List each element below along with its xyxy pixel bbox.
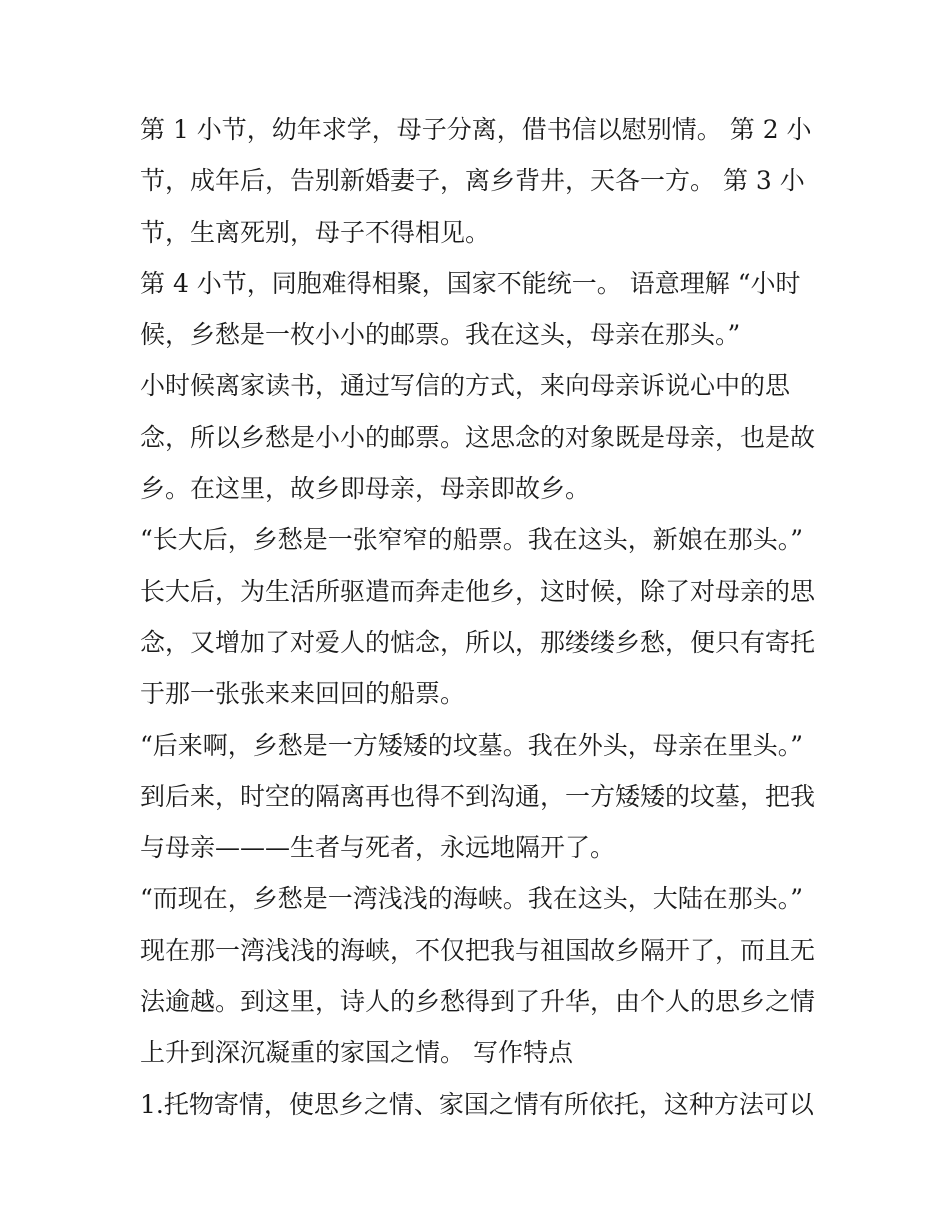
text-line: 上升到深沉凝重的家国之情。 写作特点 — [140, 1038, 573, 1068]
text-line: 与母亲———生者与死者，永远地隔开了。 — [140, 833, 616, 863]
text-line: 现在那一湾浅浅的海峡，不仅把我与祖国故乡隔开了，而且无 — [140, 935, 816, 965]
text-line: 第 4 小节，同胞难得相聚，国家不能统一。 语意理解 “小时 — [140, 268, 801, 298]
text-line: 第 1 小节，幼年求学，母子分离，借书信以慰别情。 第 2 小 — [140, 115, 812, 144]
text-line: “长大后，乡愁是一张窄窄的船票。我在这头，新娘在那头。” — [140, 525, 804, 555]
text-line: “而现在，乡愁是一湾浅浅的海峡。我在这头，大陆在那头。” — [140, 884, 804, 914]
text-line: 长大后，为生活所驱遣而奔走他乡，这时候，除了对母亲的思 — [140, 576, 816, 606]
text-line: 乡。在这里，故乡即母亲，母亲即故乡。 — [140, 474, 591, 504]
text-line: 念，所以乡愁是小小的邮票。这思念的对象既是母亲，也是故 — [140, 422, 816, 452]
text-line: 念，又增加了对爱人的惦念，所以，那缕缕乡愁，便只有寄托 — [140, 627, 816, 657]
text-line: 节，成年后，告别新婚妻子，离乡背井，天各一方。 第 3 小 — [140, 166, 805, 196]
text-line: 1.托物寄情，使思乡之情、家国之情有所依托，这种方法可以 — [140, 1089, 814, 1119]
text-line: 到后来，时空的隔离再也得不到沟通，一方矮矮的坟墓，把我 — [140, 781, 816, 811]
text-line: 节，生离死别，母子不得相见。 — [140, 217, 491, 247]
text-line: 法逾越。到这里，诗人的乡愁得到了升华，由个人的思乡之情 — [140, 987, 816, 1017]
document-page — [140, 104, 820, 1130]
text-line: 候，乡愁是一枚小小的邮票。我在这头，母亲在那头。” — [140, 320, 741, 350]
text-line: 小时候离家读书，通过写信的方式，来向母亲诉说心中的思 — [140, 371, 791, 401]
text-line: “后来啊，乡愁是一方矮矮的坟墓。我在外头，母亲在里头。” — [140, 730, 804, 760]
text-line: 于那一张张来来回回的船票。 — [140, 679, 466, 709]
